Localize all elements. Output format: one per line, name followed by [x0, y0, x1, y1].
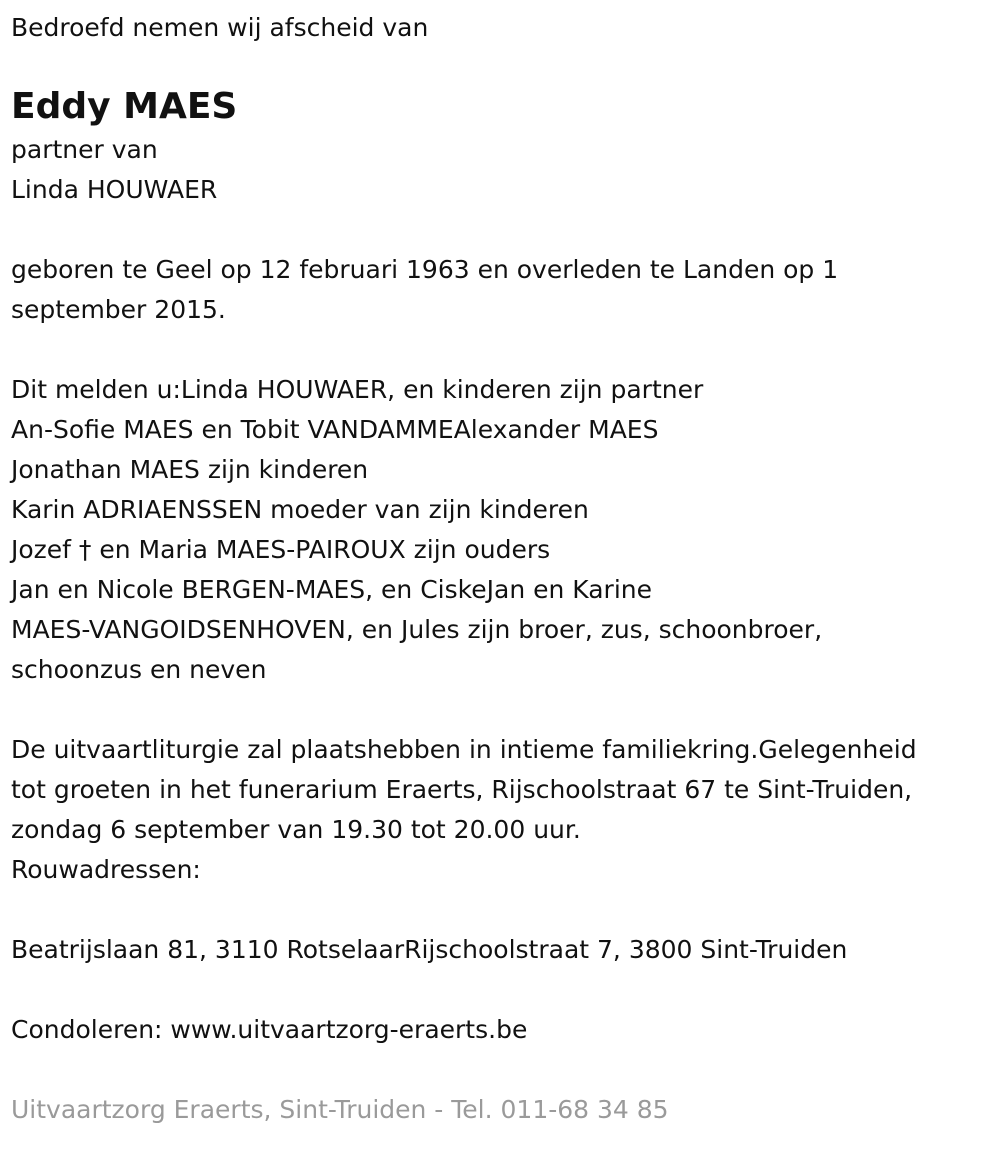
family-line: Jozef † en Maria MAES-PAIROUX zijn ouders	[11, 535, 551, 564]
spacer	[11, 1050, 1000, 1090]
family-line: Jonathan MAES zijn kinderen	[11, 455, 369, 484]
family-line: Jan en Nicole BERGEN-MAES, en CiskeJan en Karine	[11, 575, 653, 604]
family-line: MAES-VANGOIDSENHOVEN, en Jules zijn broer, zus, schoonbroer,	[11, 615, 823, 644]
condolences-link[interactable]: Condoleren: www.uitvaartzorg-eraerts.be	[11, 1015, 528, 1044]
ceremony-line: zondag 6 september van 19.30 tot 20.00 uur.	[11, 815, 581, 844]
mourning-addresses-label: Rouwadressen:	[11, 855, 201, 884]
family-line: An-Sofie MAES en Tobit VANDAMMEAlexander MAES	[11, 415, 659, 444]
intro-text: Bedroefd nemen wij afscheid van	[11, 13, 429, 42]
family-line: Karin ADRIAENSSEN moeder van zijn kinderen	[11, 495, 589, 524]
deceased-name: Eddy MAES	[11, 86, 238, 127]
relation-label: partner van	[11, 135, 158, 164]
funeral-home-footer: Uitvaartzorg Eraerts, Sint-Truiden - Tel. 011-68 34 85	[11, 1095, 669, 1124]
family-line: Dit melden u:Linda HOUWAER, en kinderen zijn partner	[11, 375, 704, 404]
family-line: schoonzus en neven	[11, 655, 267, 684]
spacer	[11, 330, 1000, 370]
spacer	[11, 890, 1000, 930]
spacer	[11, 210, 1000, 250]
partner-name: Linda HOUWAER	[11, 175, 218, 204]
ceremony-line: tot groeten in het funerarium Eraerts, Rijschoolstraat 67 te Sint-Truiden,	[11, 775, 913, 804]
mourning-addresses: Beatrijslaan 81, 3110 RotselaarRijschoolstraat 7, 3800 Sint-Truiden	[11, 935, 848, 964]
birth-death-line: geboren te Geel op 12 februari 1963 en overleden te Landen op 1	[11, 255, 839, 284]
ceremony-line: De uitvaartliturgie zal plaatshebben in intieme familiekring.Gelegenheid	[11, 735, 917, 764]
birth-death-line: september 2015.	[11, 295, 226, 324]
spacer	[11, 690, 1000, 730]
spacer	[11, 970, 1000, 1010]
